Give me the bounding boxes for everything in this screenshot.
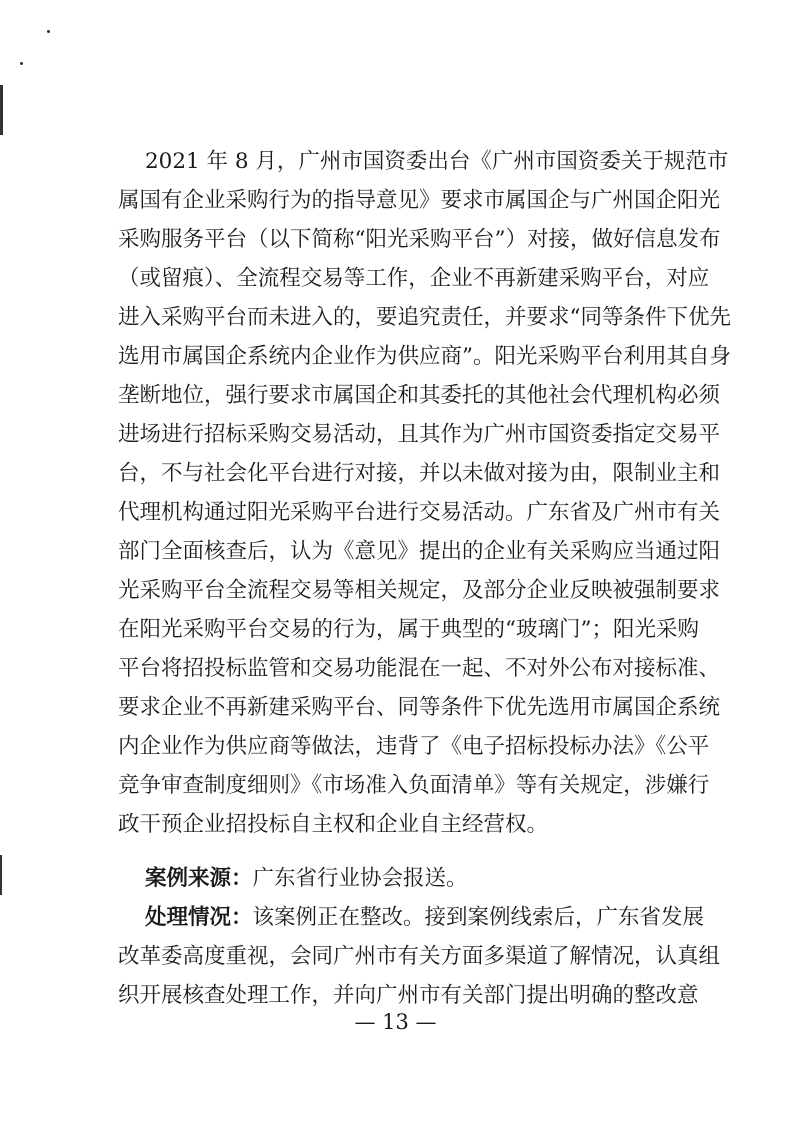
case-source (145, 860, 688, 898)
paragraph-line: 2021 年 8 月，广州市国资委出台《广州市国资委关于规范市 (145, 149, 729, 174)
paragraph-line: 台，不与社会化平台进行对接，并以未做对接为由，限制业主和 (118, 461, 721, 486)
paragraph-line: 织开展核查处理工作，并向广州市有关部门提出明确的整改意 (118, 983, 699, 1008)
page-number: — 13 — (354, 1010, 437, 1034)
paragraph-line: 竞争审查制度细则》《市场准入负面清单》等有关规定，涉嫌行 (118, 773, 710, 798)
paragraph-line: 政干预企业招投标自主权和企业自主经营权。 (118, 812, 549, 837)
paragraph-line: 代理机构通过阳光采购平台进行交易活动。广东省及广州市有关 (118, 500, 721, 525)
paragraph-line: 垄断地位，强行要求市属国企和其委托的其他社会代理机构必须 (118, 383, 721, 408)
paragraph-line: 内企业作为供应商等做法，违背了《电子招标投标办法》《公平 (118, 734, 710, 759)
scan-edge-mark (0, 855, 2, 895)
case-source-label: 案例来源： (145, 866, 253, 891)
paragraph-line: 要求企业不再新建采购平台、同等条件下优先选用市属国企系统 (118, 695, 721, 720)
paragraph-line: （或留痕）、全流程交易等工作，企业不再新建采购平台，对应 (118, 266, 710, 291)
paragraph-line: 进入采购平台而未进入的，要追究责任，并要求“同等条件下优先 (118, 305, 731, 330)
paragraph-line: 平台将招投标监管和交易功能混在一起、不对外公布对接标准、 (118, 656, 721, 681)
paragraph-line: 部门全面核查后，认为《意见》提出的企业有关采购应当通过阳 (118, 539, 721, 564)
paragraph-line: 采购服务平台（以下简称“阳光采购平台”）对接，做好信息发布 (118, 227, 721, 252)
handling-status (145, 899, 705, 937)
handling-status-label: 处理情况： (145, 905, 253, 930)
handling-status-text: 该案例正在整改。接到案例线索后，广东省发展 (252, 905, 705, 930)
paragraph-line: 进场进行招标采购交易活动，且其作为广州市国资委指定交易平 (118, 422, 721, 447)
scan-speck (20, 62, 23, 65)
paragraph-line: 属国有企业采购行为的指导意见》要求市属国企与广州国企阳光 (118, 188, 721, 213)
case-source-text: 广东省行业协会报送。 (252, 866, 468, 891)
paragraph-line: 改革委高度重视，会同广州市有关方面多渠道了解情况，认真组 (118, 944, 721, 969)
paragraph-line: 在阳光采购平台交易的行为，属于典型的“玻璃门”；阳光采购 (118, 617, 699, 642)
scan-speck (47, 30, 50, 33)
paragraph-line: 选用市属国企系统内企业作为供应商”。阳光采购平台利用其自身 (118, 344, 731, 369)
scan-edge-mark (0, 85, 3, 135)
paragraph-line: 光采购平台全流程交易等相关规定，及部分企业反映被强制要求 (118, 578, 721, 603)
